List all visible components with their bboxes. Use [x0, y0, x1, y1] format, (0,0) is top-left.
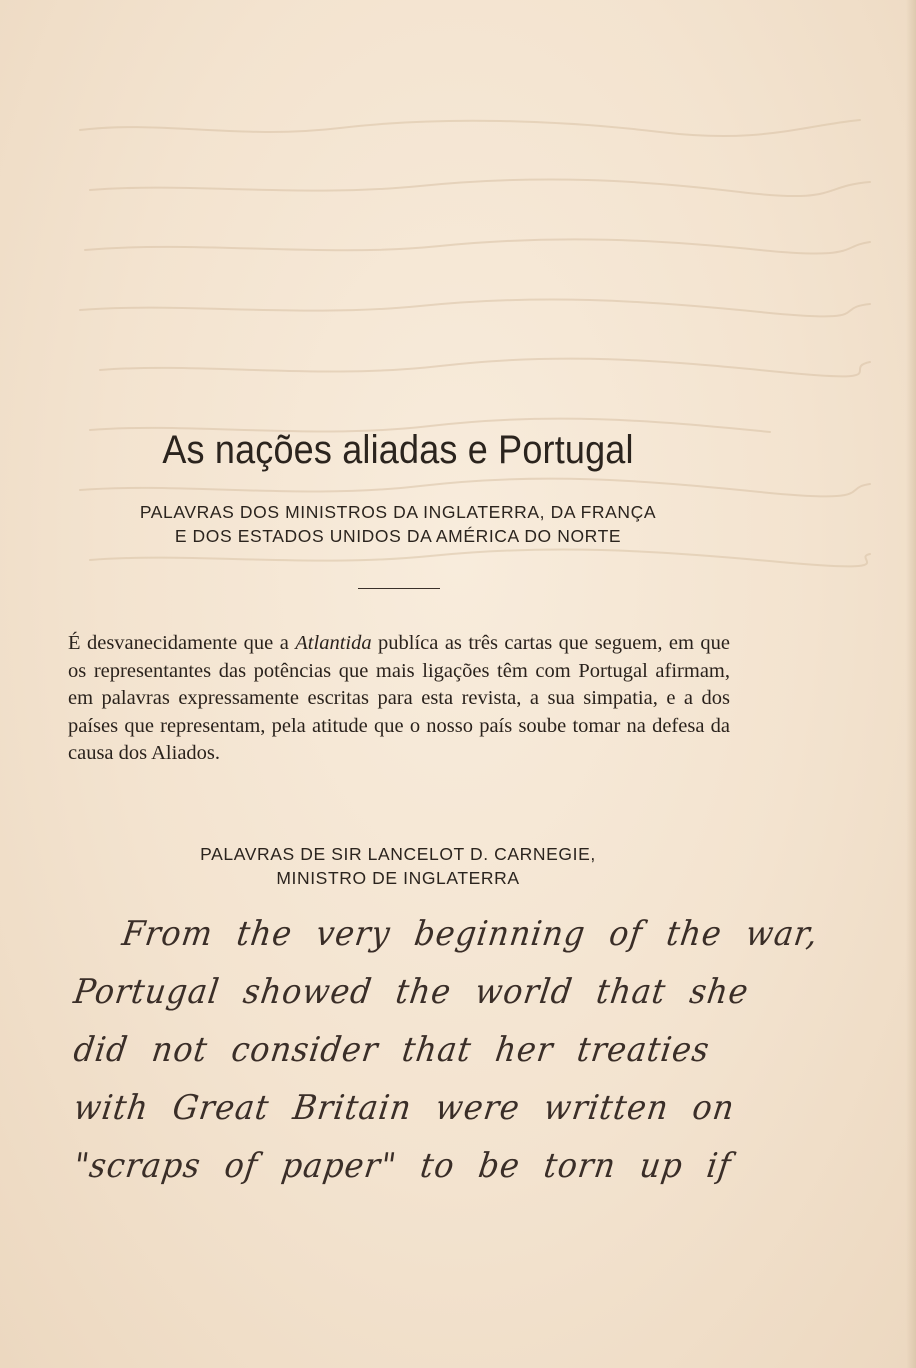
- handwritten-line: with Great Britain were written on: [71, 1088, 738, 1128]
- section-heading-line: PALAVRAS DE SIR LANCELOT D. CARNEGIE,: [200, 844, 596, 864]
- intro-text: publíca as três cartas que seguem, em que os representantes das potências que mais ligações têm com Portugal afirmam, em palavras expressamente escritas para esta revista, a sua simpatia, e a dos países que representam, pela atitude que o nosso país soube tomar na defesa da causa dos Aliados.: [68, 632, 730, 764]
- handwritten-line: Portugal showed the world that she: [71, 972, 752, 1012]
- section-heading: [0, 842, 796, 890]
- magazine-name: Atlantida: [295, 632, 372, 654]
- divider-rule: [358, 588, 440, 589]
- handwritten-line: did not consider that her treaties: [71, 1030, 713, 1070]
- handwritten-line: From the very beginning of the war,: [119, 914, 821, 954]
- page-title: As nações aliadas e Portugal: [162, 428, 634, 472]
- subtitle-line: E DOS ESTADOS UNIDOS DA AMÉRICA DO NORTE: [174, 526, 622, 546]
- page-edge: [906, 0, 916, 1368]
- section-heading-line: MINISTRO DE INGLATERRA: [276, 868, 520, 888]
- subtitle: [0, 500, 796, 548]
- handwritten-letter: [71, 905, 821, 1195]
- intro-text: É desvanecidamente que a: [68, 632, 296, 654]
- intro-paragraph: [68, 630, 730, 768]
- subtitle-line: PALAVRAS DOS MINISTROS DA INGLATERRA, DA FRANÇA: [139, 502, 657, 522]
- handwritten-line: "scraps of paper" to be torn up if: [71, 1146, 734, 1186]
